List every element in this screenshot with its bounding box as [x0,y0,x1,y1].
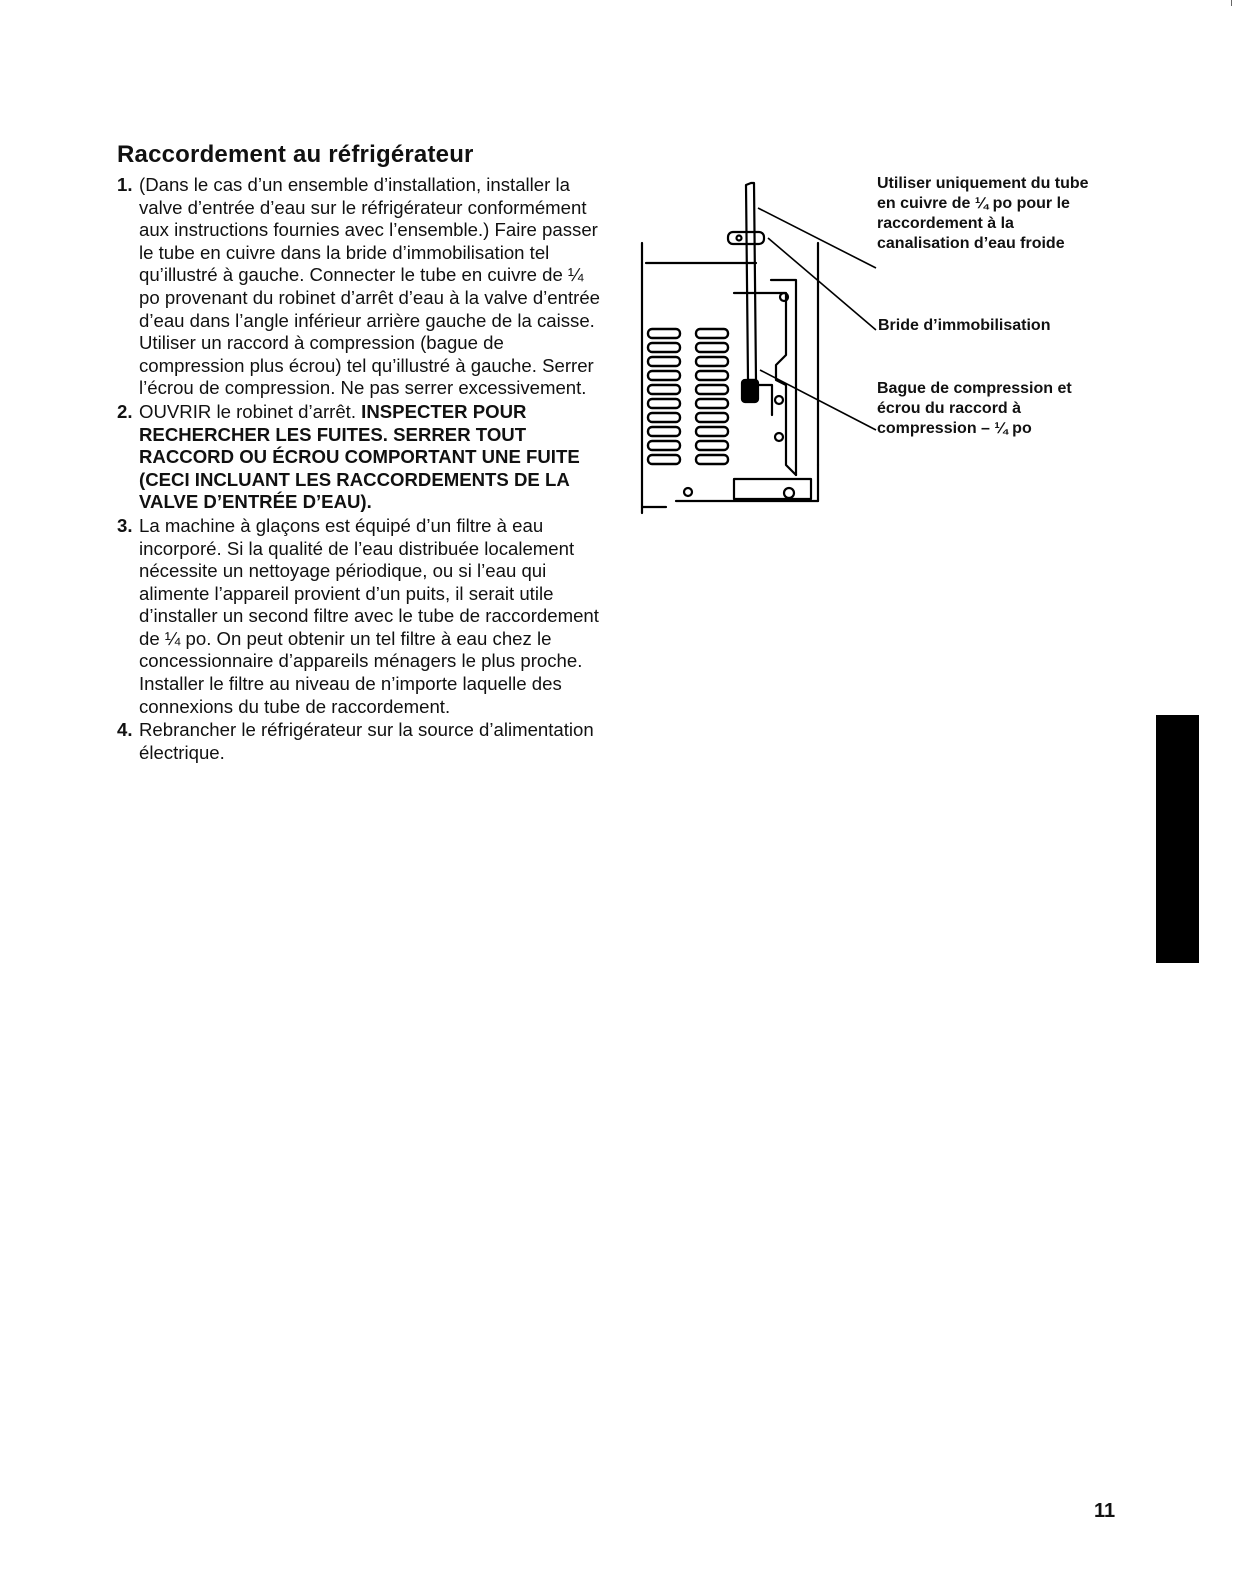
step-text: Rebrancher le réfrigérateur sur la source d’alimentation électrique. [139,719,594,763]
page-corner-mark [1231,0,1232,6]
vent-slots [648,329,728,464]
leader-line-bague [760,370,876,430]
leader-line-bride [768,238,876,330]
step-number: 4. [117,719,133,741]
step-number: 1. [117,174,133,195]
callout-leader-lines [740,190,880,440]
section-heading: Raccordement au réfrigérateur [117,141,474,168]
step-item [115,719,607,764]
callout-clamp: Bride d’immobilisation [878,317,1051,334]
step-item [115,401,607,514]
step-text: OUVRIR le robinet d’arrêt. [139,400,362,422]
step-text: La machine à glaçons est équipé d’un filtre à eau incorporé. Si la qualité de l’eau distribuée localement nécessite un nettoyage périodique, ou si l’eau qui alimente l’appareil provient d’un puits, il serait utile d’installer un second filtre avec le tube de raccordement de ¼ po. On peut obtenir un tel filtre à eau chez le concessionnaire d’appareils ménagers le plus proche. Installer le filtre au niveau de n’importe laquelle des connexions du tube de raccordement. [139,514,599,717]
section-tab-marker [1156,715,1199,963]
step-number: 3. [117,514,133,536]
bottom-bracket [734,479,811,499]
bolt [684,488,692,496]
callout-compression-fitting: Bague de compression et écrou du raccord à compression – ¼ po [877,380,1072,437]
leader-line-tube [758,208,876,268]
step-number: 2. [117,400,133,422]
installation-steps [115,174,607,765]
step-warning-text: INSPECTER POUR RECHERCHER LES FUITES. SERRER TOUT RACCORD OU ÉCROU COMPORTANT UNE FUITE (CECI INCLUANT LES RACCORDEMENTS DE LA VALVE D’ENTRÉE D’EAU). [139,400,580,513]
step-item [115,515,607,718]
callout-copper-tube: Utiliser uniquement du tube en cuivre de ¼ po pour le raccordement à la canalisation d’eau froide [877,175,1089,252]
step-text: (Dans le cas d’un ensemble d’installation, installer la valve d’entrée d’eau sur le réfrigérateur conformément aux instructions fournies avec l’ensemble.) Faire passer le tube en cuivre dans la bride d’immobilisation tel qu’illustré à gauche. Connecter le tube en cuivre de ¼ po provenant du robinet d’arrêt d’eau à la valve d’entrée d’eau dans l’angle inférieur arrière gauche de la caisse. Utiliser un raccord à compression (bague de compression plus écrou) tel qu’illustré à gauche. Serrer l’écrou de compression. Ne pas serrer excessivement. [139,174,601,399]
cabinet-base [642,501,818,507]
page-number: 11 [1094,1500,1116,1522]
step-item [115,174,607,400]
